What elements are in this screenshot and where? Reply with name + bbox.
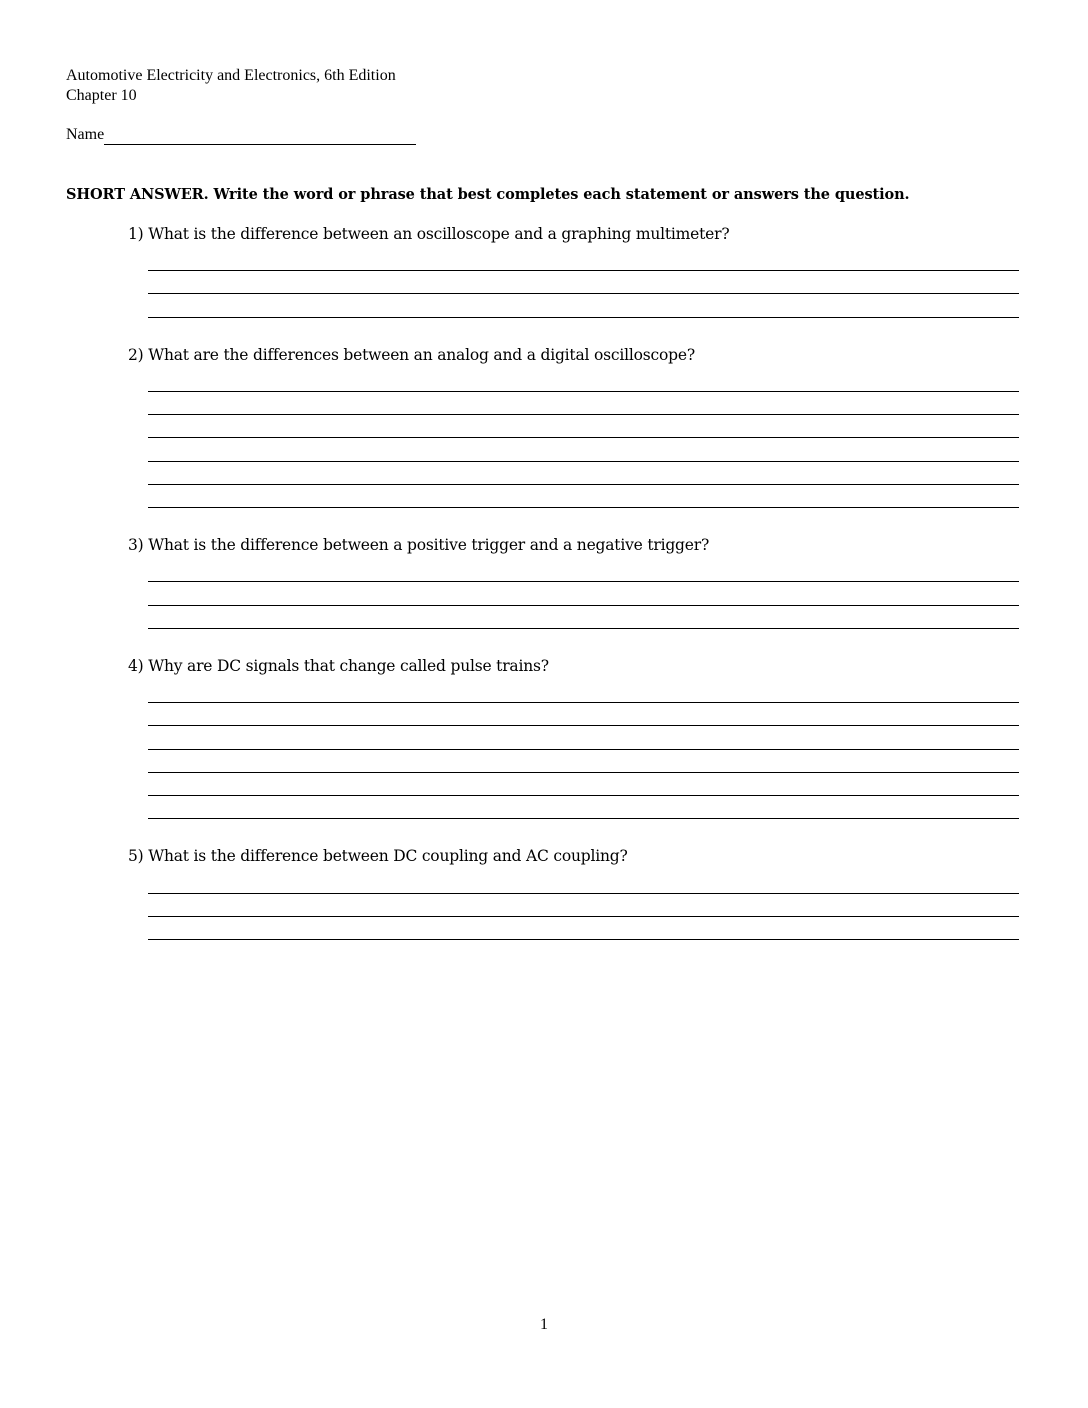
answer-line[interactable] [148,605,1019,606]
answer-line[interactable] [148,581,1019,582]
question-2: 2) What are the differences between an analog and a digital oscilloscope? [128,346,695,364]
answer-line[interactable] [148,414,1019,415]
question-3: 3) What is the difference between a positive trigger and a negative trigger? [128,536,710,554]
answer-line[interactable] [148,702,1019,703]
section-instructions: SHORT ANSWER. Write the word or phrase that best completes each statement or answers the question. [66,186,910,203]
answer-line[interactable] [148,795,1019,796]
answer-line[interactable] [148,293,1019,294]
answer-line[interactable] [148,818,1019,819]
answer-line[interactable] [148,507,1019,508]
answer-line[interactable] [148,628,1019,629]
name-label: Name [66,126,105,143]
answer-line[interactable] [148,939,1019,940]
book-title: Automotive Electricity and Electronics, 6th Edition [66,67,396,84]
chapter-label: Chapter 10 [66,87,137,104]
answer-line[interactable] [148,772,1019,773]
answer-line[interactable] [148,893,1019,894]
question-4: 4) Why are DC signals that change called pulse trains? [128,657,549,675]
answer-line[interactable] [148,270,1019,271]
page-number: 1 [540,1316,548,1333]
answer-line[interactable] [148,391,1019,392]
question-1: 1) What is the difference between an oscilloscope and a graphing multimeter? [128,225,730,243]
name-field-row [66,125,416,145]
answer-line[interactable] [148,725,1019,726]
document-header [66,66,396,106]
question-5: 5) What is the difference between DC coupling and AC coupling? [128,847,628,865]
name-blank-line[interactable] [104,127,416,145]
answer-line[interactable] [148,437,1019,438]
answer-line[interactable] [148,461,1019,462]
answer-line[interactable] [148,916,1019,917]
answer-line[interactable] [148,484,1019,485]
answer-line[interactable] [148,749,1019,750]
answer-line[interactable] [148,317,1019,318]
